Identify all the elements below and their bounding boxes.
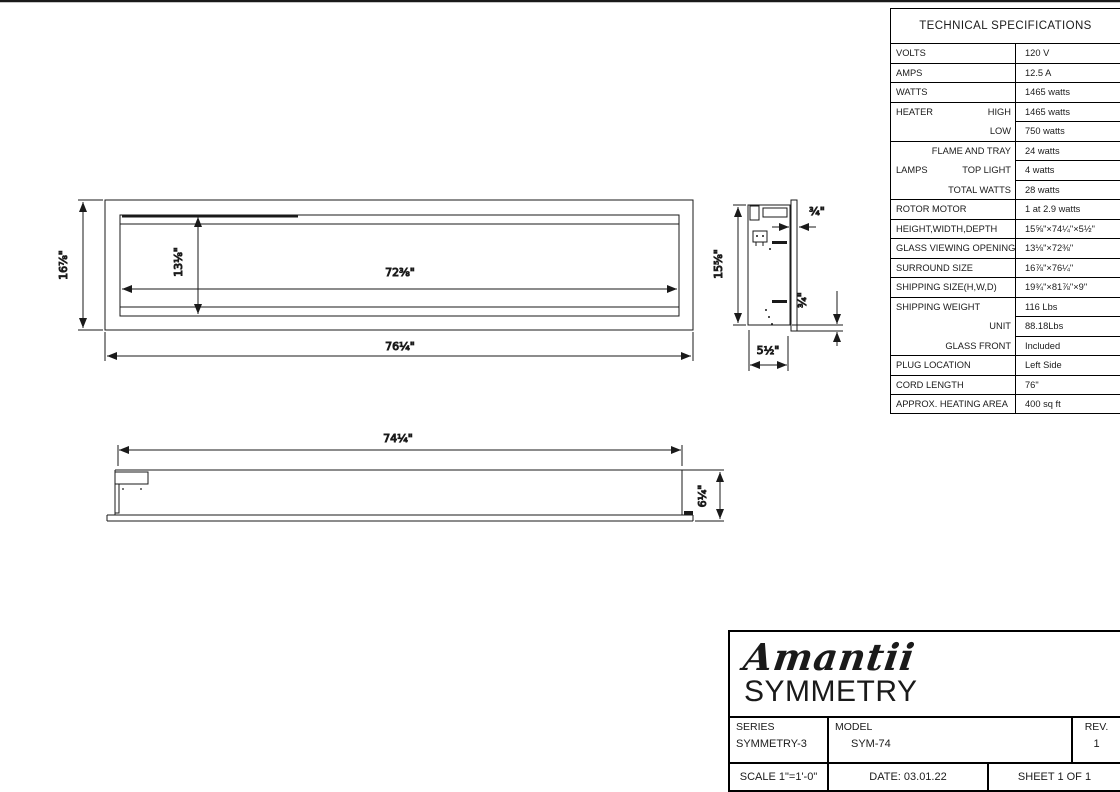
spec-row-glass-front xyxy=(891,336,1120,356)
spec-label: APPROX. HEATING AREA xyxy=(896,399,1008,410)
spec-row-top-light xyxy=(891,160,1120,180)
spec-label: AMPS xyxy=(896,67,923,78)
rev-value: 1 xyxy=(1093,738,1100,750)
spec-value: 24 watts xyxy=(1015,141,1120,161)
model-label: MODEL xyxy=(835,721,873,733)
spec-row-amps xyxy=(891,63,1120,83)
spec-value: 13⅛"×72⅜" xyxy=(1015,238,1120,258)
bottom-view xyxy=(107,432,724,521)
spec-row-heater-low xyxy=(891,121,1120,141)
spec-sublabel: LOW xyxy=(989,126,1011,137)
amantii-logo: Amantii xyxy=(740,635,919,679)
series-value: SYMMETRY-3 xyxy=(736,738,807,750)
spec-label: LAMPS xyxy=(896,165,928,176)
spec-label: CORD LENGTH xyxy=(896,379,964,390)
title-block-logo-area xyxy=(730,632,1120,716)
front-glass-width-dimension: 72⅜" xyxy=(385,266,415,279)
spec-label: GLASS VIEWING OPENING xyxy=(896,243,1015,254)
spec-sublabel: TOP LIGHT xyxy=(962,165,1011,176)
spec-value: 12.5 A xyxy=(1015,63,1120,83)
series-cell xyxy=(730,718,829,762)
spec-row-shipping-size xyxy=(891,277,1120,297)
side-body-outline xyxy=(748,205,790,325)
spec-label: SHIPPING WEIGHT xyxy=(896,301,981,312)
side-bottom-trim-dimension: ¾" xyxy=(796,292,809,308)
spec-sublabel: UNIT xyxy=(989,321,1011,332)
front-height-dimension: 16⅞" xyxy=(57,250,70,280)
spec-row-rotor-motor xyxy=(891,199,1120,219)
spec-row-heating-area xyxy=(891,394,1120,414)
spec-label: SURROUND SIZE xyxy=(896,262,973,273)
spec-row-cord-length xyxy=(891,375,1120,395)
spec-label: VOLTS xyxy=(896,48,926,59)
title-block xyxy=(728,630,1120,792)
spec-sublabel: HIGH xyxy=(987,106,1011,117)
spec-label: PLUG LOCATION xyxy=(896,360,971,371)
junction-box-detail xyxy=(115,472,148,513)
spec-value: Left Side xyxy=(1015,355,1120,375)
spec-value: 750 watts xyxy=(1015,121,1120,141)
side-height-dimension: 15⅝" xyxy=(712,249,725,279)
spec-table xyxy=(890,8,1120,414)
spec-row-volts xyxy=(891,43,1120,63)
spec-sublabel: FLAME AND TRAY xyxy=(931,145,1011,156)
side-glass-front xyxy=(791,200,797,331)
spec-value: 28 watts xyxy=(1015,180,1120,200)
spec-row-flame-tray xyxy=(891,141,1120,161)
spec-value: 120 V xyxy=(1015,43,1120,63)
spec-row-heater-high xyxy=(891,102,1120,122)
spec-row-surround-size xyxy=(891,258,1120,278)
spec-value: 15⅝"×74¼"×5½" xyxy=(1015,219,1120,239)
side-view xyxy=(712,200,843,371)
series-label: SERIES xyxy=(736,721,775,733)
spec-row-hwd xyxy=(891,219,1120,239)
plug-detail xyxy=(753,231,767,246)
model-cell xyxy=(829,718,1073,762)
rev-label: REV. xyxy=(1084,721,1109,733)
spec-value: Included xyxy=(1015,336,1120,356)
sheet-cell: SHEET 1 OF 1 xyxy=(1017,771,1092,783)
spec-sublabel: GLASS FRONT xyxy=(945,340,1011,351)
model-value: SYM-74 xyxy=(851,738,891,750)
spec-label: HEIGHT,WIDTH,DEPTH xyxy=(896,223,998,234)
spec-value: 19¾"×81⅞"×9" xyxy=(1015,277,1120,297)
spec-label: ROTOR MOTOR xyxy=(896,204,967,215)
scale-cell: SCALE 1"=1'-0" xyxy=(730,764,829,790)
spec-label: HEATER xyxy=(896,106,934,117)
title-block-row-2 xyxy=(730,762,1120,790)
spec-label: WATTS xyxy=(896,87,928,98)
date-cell: DATE: 03.01.22 xyxy=(829,764,989,790)
side-glass-thickness-dimension: ¾" xyxy=(809,205,825,218)
spec-row-shipping-weight xyxy=(891,297,1120,317)
bottom-width-dimension: 74¼" xyxy=(383,432,413,445)
spec-value: 1465 watts xyxy=(1015,82,1120,102)
spec-value: 16⅞"×76¼" xyxy=(1015,258,1120,278)
front-overall-width-dimension: 76¼" xyxy=(385,340,415,353)
spec-table-title: TECHNICAL SPECIFICATIONS xyxy=(919,20,1092,32)
spec-value: 88.18Lbs xyxy=(1015,316,1120,336)
spec-row-plug-location xyxy=(891,355,1120,375)
front-surround-outline xyxy=(105,200,693,330)
spec-value: 4 watts xyxy=(1015,160,1120,180)
spec-value: 76" xyxy=(1015,375,1120,395)
side-depth-dimension: 5½" xyxy=(756,344,780,357)
rev-cell xyxy=(1073,718,1120,762)
bottom-depth-dimension: 6¼" xyxy=(696,484,709,508)
spec-sublabel: TOTAL WATTS xyxy=(948,184,1011,195)
spec-row-total-watts xyxy=(891,180,1120,200)
front-view xyxy=(57,200,693,361)
spec-value: 400 sq ft xyxy=(1015,394,1120,414)
spec-row-glass-opening xyxy=(891,238,1120,258)
spec-value: 1465 watts xyxy=(1015,102,1120,122)
spec-value: 1 at 2.9 watts xyxy=(1015,199,1120,219)
spec-row-watts xyxy=(891,82,1120,102)
title-block-row-1 xyxy=(730,716,1120,762)
front-glass-height-dimension: 13⅛" xyxy=(172,247,185,277)
spec-row-unit-weight xyxy=(891,316,1120,336)
product-name: SYMMETRY xyxy=(744,675,918,708)
spec-label: SHIPPING SIZE(H,W,D) xyxy=(896,282,997,293)
spec-value: 116 Lbs xyxy=(1015,297,1120,317)
